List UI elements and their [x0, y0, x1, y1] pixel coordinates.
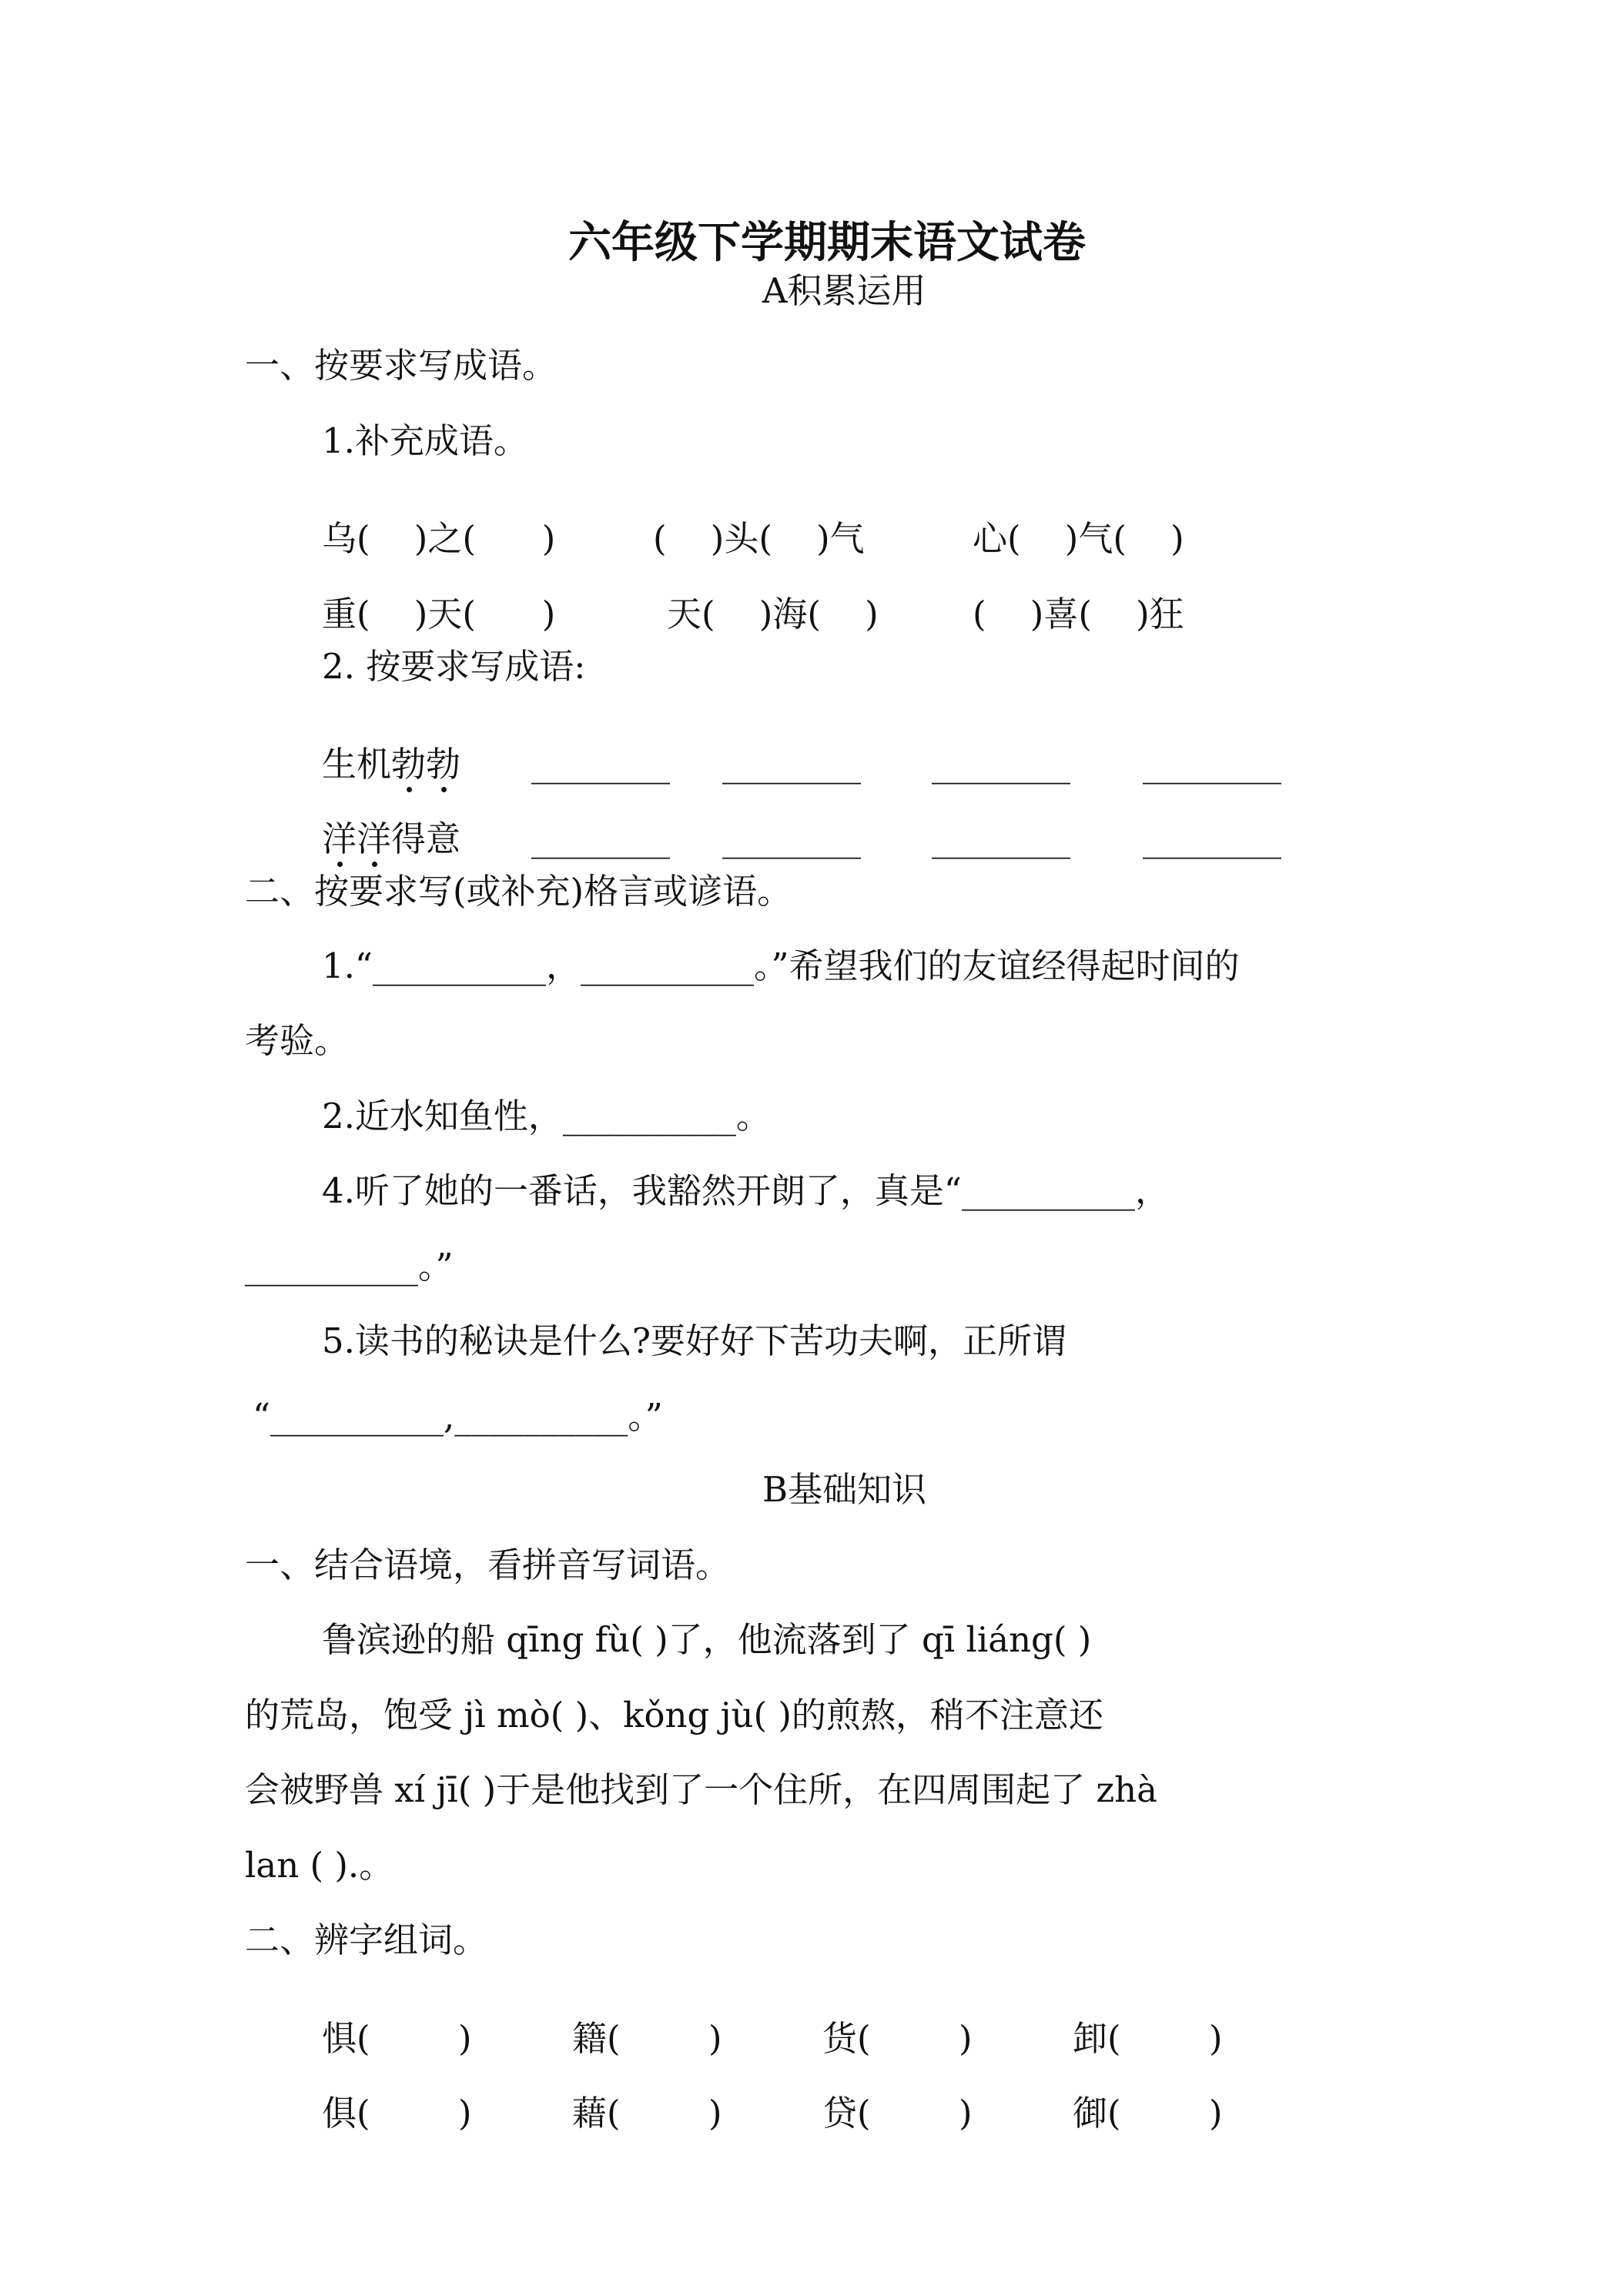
b1-paragraph-line-3: 会被野兽 xí jī( )于是他找到了一个住所，在四周围起了 zhà: [245, 1769, 1157, 1810]
dotted-char: 勃: [391, 741, 426, 788]
section-a-heading: A积累运用: [762, 270, 926, 311]
b1-paragraph-line-4: lan ( ).。: [245, 1845, 394, 1886]
dotted-char: 勃: [426, 741, 460, 788]
char-group-item: 藉( ): [572, 2093, 722, 2134]
a2-heading: 二、按要求写(或补充)格言或谚语。: [245, 871, 792, 912]
a1-heading: 一、按要求写成语。: [245, 345, 558, 386]
char-group-item: 惧( ): [322, 2018, 472, 2059]
idiom-blank-item: ( )喜( )狂: [973, 594, 1184, 634]
b2-heading: 二、辨字组词。: [245, 1919, 488, 1960]
answer-blank: ________: [1143, 818, 1281, 859]
idiom-blank-item: 重( )天( ): [322, 594, 556, 634]
char-group-item: 籍( ): [572, 2018, 722, 2059]
answer-blank: ________: [932, 818, 1070, 859]
char-group-item: 贷( ): [822, 2093, 973, 2134]
b1-paragraph-line-1: 鲁滨逊的船 qīng fù( )了，他流落到了 qī liáng( ): [322, 1619, 1092, 1660]
a2-question-4-continued: __________。”: [245, 1246, 454, 1287]
a2-question-4: 4.听了她的一番话，我豁然开朗了，真是“__________，: [322, 1170, 1170, 1211]
answer-blank: ________: [531, 818, 670, 859]
dotted-char: 洋: [322, 816, 357, 862]
a2-question-1: 1.“__________，__________。”希望我们的友谊经得起时间的: [322, 946, 1240, 986]
a1-sub1: 1.补充成语。: [322, 420, 528, 461]
dotted-char: 洋: [357, 816, 391, 862]
b1-paragraph-line-2: 的荒岛，饱受 jì mò( )、kǒng jù( )的煎熬，稍不注意还: [245, 1695, 1103, 1735]
answer-blank: ________: [531, 744, 670, 785]
idiom-blank-item: 乌( )之( ): [322, 518, 556, 559]
pattern-idiom: 洋洋得意: [322, 816, 460, 862]
answer-blank: ________: [1143, 744, 1281, 785]
a1-sub2: 2. 按要求写成语:: [322, 646, 586, 687]
section-b-heading: B基础知识: [762, 1469, 927, 1510]
idiom-blank-item: 天( )海( ): [667, 594, 879, 634]
a2-question-2: 2.近水知鱼性，__________。: [322, 1096, 771, 1136]
char-group-item: 御( ): [1073, 2093, 1223, 2134]
answer-blank: ________: [722, 818, 861, 859]
answer-blank: ________: [722, 744, 861, 785]
a2-question-5: 5.读书的秘诀是什么?要好好下苦功夫啊，正所谓: [322, 1320, 1067, 1361]
char-group-item: 卸( ): [1073, 2018, 1223, 2059]
char-group-item: 货( ): [822, 2018, 973, 2059]
a2-question-5-continued: “__________,__________。”: [253, 1396, 663, 1437]
exam-title: 六年级下学期期末语文试卷: [568, 217, 1086, 268]
pattern-idiom: 生机勃勃: [322, 741, 460, 788]
char-group-item: 俱( ): [322, 2093, 472, 2134]
idiom-blank-item: 心( )气( ): [973, 518, 1184, 559]
a2-question-1-continued: 考验。: [245, 1020, 350, 1061]
idiom-blank-item: ( )头( )气: [653, 518, 865, 559]
answer-blank: ________: [932, 744, 1070, 785]
b1-heading: 一、结合语境，看拼音写词语。: [245, 1545, 731, 1585]
